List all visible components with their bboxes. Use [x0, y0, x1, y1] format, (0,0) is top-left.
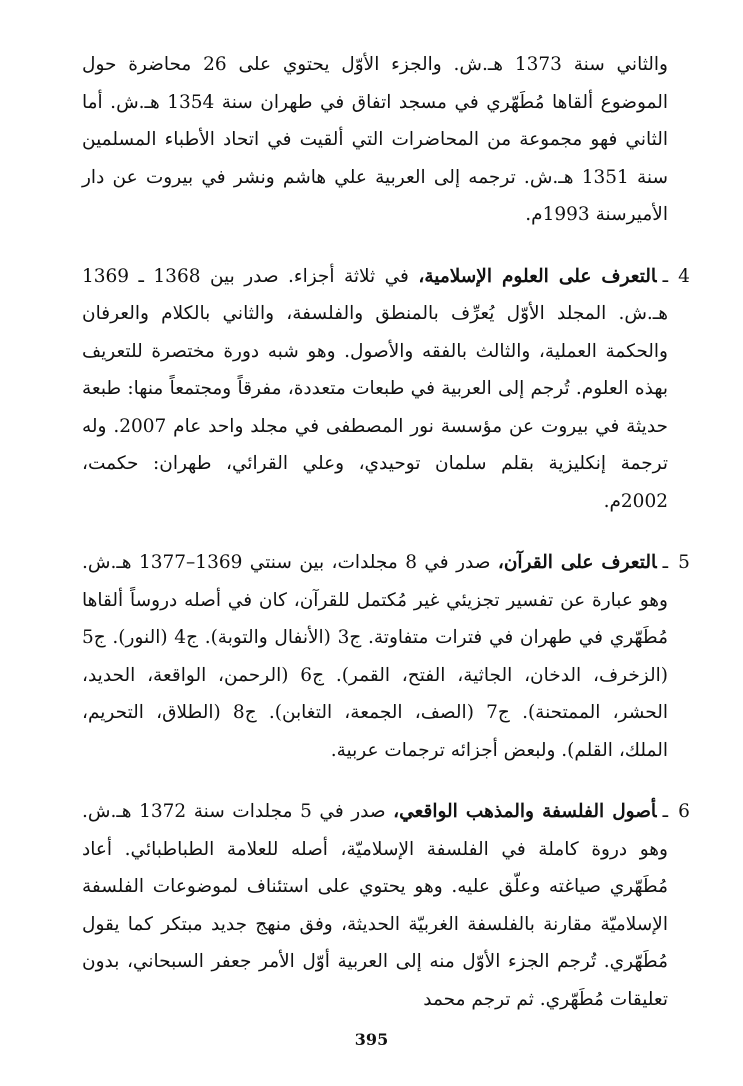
entry-body [82, 793, 668, 1018]
page-number: 395 [354, 1030, 389, 1049]
entry-title: التعرف على القرآن، [497, 552, 657, 573]
entry-body [82, 258, 668, 521]
page-body [82, 46, 690, 1018]
entry-title: أصول الفلسفة والمذهب الواقعي، [393, 801, 657, 822]
entry-number: 5 [678, 552, 690, 573]
entry-dash: ـ [662, 265, 668, 287]
entry-4 [82, 258, 690, 521]
entry-title: التعرف على العلوم الإسلامية، [418, 265, 657, 287]
entry-5 [82, 544, 690, 769]
entry-body [82, 544, 668, 769]
entry-text: في ثلاثة أجزاء. صدر بين 1368 ـ 1369 هـ.ش. المجلد الأوّل يُعرِّف بالمنطق والفلسفة، والثاني بالكلام والعرفان والحكمة العملية، والثالث بالفقه والأصول. وهو شبه دورة مختصرة للتعريف بهذه العلوم. تُرجم إلى العربية في طبعات متعددة، مفرقاً ومجتمعاً منها: طبعة حديثة في بيروت عن مؤسسة نور المصطفى في مجلد واحد عام 2007. وله ترجمة إنكليزية بقلم سلمان توحيدي، وعلي القرائي، طهران: حكمت، 2002م. [82, 265, 668, 512]
entry-dash: ـ [662, 552, 669, 573]
entry-6 [82, 793, 690, 1018]
entry-text: صدر في 8 مجلدات، بين سنتي 1369–1377 هـ.ش. وهو عبارة عن تفسير تجزيئي غير مُكتمل للقرآن، كان في أصله دروساً ألقاها مُطَهّري في طهران في فترات متفاوتة. ج3 (الأنفال والتوبة). ج4 (النور). ج5 (الزخرف، الدخان، الجاثية، الفتح، القمر). ج6 (الرحمن، الواقعة، الحديد، الحشر، الممتحنة). ج7 (الصف، الجمعة، التغابن). ج8 (الطلاق، التحريم، الملك، القلم). ولبعض أجزائه ترجمات عربية. [82, 552, 669, 761]
entry-number: 4 [678, 265, 690, 287]
entry-dash: ـ [662, 801, 668, 822]
entry-number: 6 [678, 801, 690, 822]
entry-text: صدر في 5 مجلدات سنة 1372 هـ.ش. وهو دروة كاملة في الفلسفة الإسلاميّة، أصله للعلامة الطباطبائي. أعاد مُطَهّري صياغته وعلّق عليه. وهو يحتوي على استئناف لموضوعات الفلسفة الإسلاميّة مقارنة بالفلسفة الغربيّة الحديثة، وفق منهج جديد مبتكر كما يقول مُطَهّري. تُرجم الجزء الأوّل منه إلى العربية أوّل الأمر جعفر السبحاني، بدون تعليقات مُطَهّري. ثم ترجم محمد [82, 801, 668, 1010]
continued-paragraph: والثاني سنة 1373 هـ.ش. والجزء الأوّل يحتوي على 26 محاضرة حول الموضوع ألقاها مُطَهّري في مسجد اتفاق في طهران سنة 1354 هـ.ش. أما الثاني فهو مجموعة من المحاضرات التي ألقيت في اتحاد الأطباء المسلمين سنة 1351 هـ.ش. ترجمه إلى العربية علي هاشم ونشر في بيروت عن دار الأميرسنة 1993م. [82, 54, 669, 225]
